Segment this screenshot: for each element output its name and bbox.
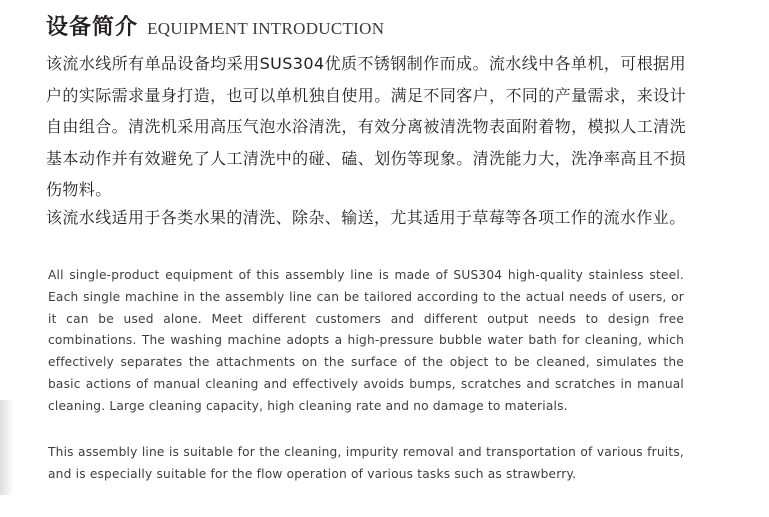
left-edge-shadow — [0, 400, 14, 495]
intro-paragraph-en-1: All single-product equipment of this assembly line is made of SUS304 high-quality stainless steel. Each single machine in the assembly line can be tailored according to the actual needs of users, or it can be used alone. Meet different customers and different output needs to design free combinations. The washing machine adopts a high-pressure bubble water bath for cleaning, which effectively separates the attachments on the surface of the object to be cleaned, simulates the basic actions of manual cleaning and effectively avoids bumps, scratches and scratches in manual cleaning. Large cleaning capacity, high cleaning rate and no damage to materials. — [48, 268, 684, 413]
heading-title-en: EQUIPMENT INTRODUCTION — [147, 19, 385, 38]
intro-paragraph-cn-2: 该流水线适用于各类水果的清洗、除杂、输送，尤其适用于草莓等各项工作的流水作业。 — [46, 208, 686, 227]
heading-title-cn: 设备简介 — [46, 15, 139, 40]
intro-paragraph-cn-1: 该流水线所有单品设备均采用SUS304优质不锈钢制作而成。流水线中各单机，可根据用户的实际需求量身打造，也可以单机独自使用。满足不同客户，不同的产量需求，来设计自由组合。清洗机采用高压气泡水浴清洗，有效分离被清洗物表面附着物，模拟人工清洗基本动作并有效避免了人工清洗中的碰、磕、划伤等现象。清洗能力大，洗净率高且不损伤物料。 — [46, 54, 686, 199]
intro-paragraph-en-2: This assembly line is suitable for the cleaning, impurity removal and transportation of various fruits, and is especially suitable for the flow operation of various tasks such as strawberry. — [48, 445, 684, 481]
section-heading — [46, 10, 384, 41]
